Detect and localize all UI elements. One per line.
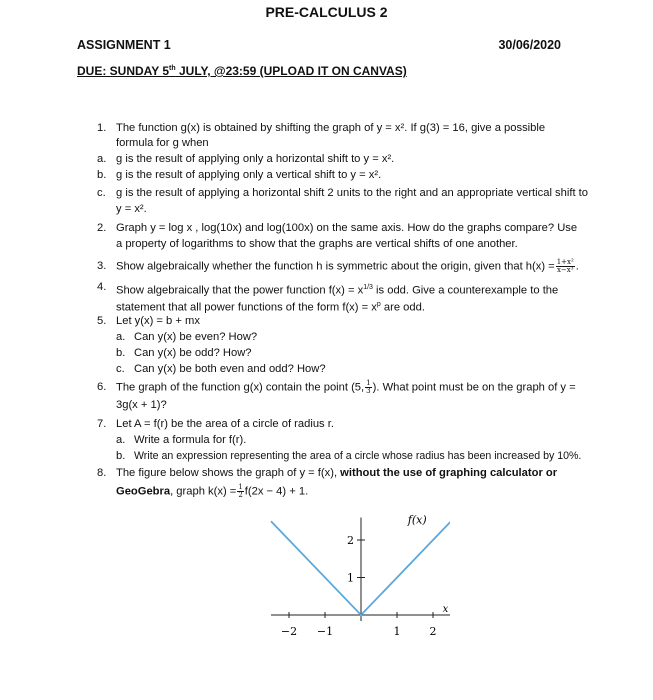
q3-fraction (556, 259, 575, 274)
q2-text-line1: Graph y = log x , log(10x) and log(100x) on the same axis. How do the graphs compare? Use (116, 222, 578, 234)
q4-text-a: Show algebraically that the power function f(x) = x (116, 284, 364, 297)
q2-text-line2: a property of logarithms to show that the graphs are vertical shifts of one another. (116, 238, 518, 250)
q8-text-line1 (116, 466, 557, 482)
q7a-text: Write a formula for f(r). (134, 434, 247, 446)
q1a-label: a. (97, 153, 107, 165)
q4-exponent: 1/3 (363, 284, 373, 291)
x-axis-label: x (442, 604, 449, 615)
q6-text-line2: 3g(x + 1)? (116, 399, 167, 411)
assignment-label: ASSIGNMENT 1 (77, 38, 171, 52)
q7b-text: Write an expression representing the area of a circle whose radius has been increased by 10%. (134, 450, 582, 462)
q1-number: 1. (97, 122, 107, 134)
q5-text: Let y(x) = b + mx (116, 315, 200, 327)
q3-text (116, 259, 579, 275)
q1-text-line1: The function g(x) is obtained by shifting the graph of y = x². If g(3) = 16, give a possible (116, 122, 546, 134)
q6-text-a2: ). What point must be on the graph of y = (372, 381, 576, 394)
q1a-text: g is the result of applying only a horizontal shift to y = x². (116, 153, 395, 165)
x-ticks (281, 612, 437, 638)
q3-number: 3. (97, 260, 107, 272)
q6-frac-num: 1 (366, 379, 371, 387)
q2-number: 2. (97, 222, 107, 234)
q5a-label: a. (116, 331, 126, 343)
x-tick-label: 2 (429, 625, 437, 638)
q8-fraction (237, 484, 243, 499)
page-title: PRE-CALCULUS 2 (265, 4, 388, 20)
due-prefix: DUE: SUNDAY 5 (77, 64, 170, 78)
q8-text-line2 (116, 484, 308, 500)
q8-text-a1: The figure below shows the graph of y = f(x), (116, 467, 341, 479)
due-suffix: JULY, @23:59 (UPLOAD IT ON CANVAS) (175, 64, 407, 78)
x-tick-label: 1 (393, 625, 401, 638)
q5b-text: Can y(x) be odd? How? (134, 347, 252, 359)
q5c-text: Can y(x) be both even and odd? How? (134, 363, 326, 375)
y-ticks (347, 534, 365, 585)
q3-frac-num: 1+x² (556, 258, 574, 266)
q8-text-b1: , graph k(x) = (170, 485, 237, 498)
q5c-label: c. (116, 363, 125, 375)
q8-text-a-bold: without the use of graphing calculator or (340, 467, 558, 479)
q7a-label: a. (116, 434, 126, 446)
q7-text: Let A = f(r) be the area of a circle of radius r. (116, 418, 334, 430)
q1b-text: g is the result of applying only a vertical shift to y = x². (116, 169, 382, 181)
q8-text-b2: f(2x − 4) + 1. (244, 485, 309, 498)
q6-fraction (365, 380, 371, 395)
q3-text-main: Show algebraically whether the function h is symmetric about the origin, given that h(x) = (116, 260, 555, 273)
q8-text-b-bold: GeoGebra (116, 485, 171, 498)
q1c-label: c. (97, 187, 106, 199)
q1c-text-line2: y = x². (116, 203, 147, 215)
due-date-line (77, 64, 407, 78)
graph-fx (230, 512, 450, 652)
q3-end: . (575, 260, 579, 273)
q1b-label: b. (97, 169, 107, 181)
q5a-text: Can y(x) be even? How? (134, 331, 258, 343)
q7b-label: b. (116, 450, 126, 462)
q4-exponent-p: p (376, 301, 381, 308)
q1-text-line2: formula for g when (116, 137, 209, 149)
q8-frac-num: 1 (238, 483, 243, 491)
y-tick-label: 1 (347, 571, 354, 585)
y-tick-label: 2 (347, 534, 354, 547)
assignment-date: 30/06/2020 (498, 38, 561, 52)
due-sup: th (169, 65, 176, 72)
x-tick-label: −1 (316, 625, 334, 638)
q4-text-b2: are odd. (380, 301, 425, 314)
q6-text-line1 (116, 380, 576, 396)
curve-label: f(x) (407, 513, 427, 527)
x-tick-label: −2 (280, 625, 298, 638)
q5-number: 5. (97, 315, 107, 327)
q1c-text-line1: g is the result of applying a horizontal shift 2 units to the right and an appropriate vertical shift to (116, 187, 589, 199)
q3-frac-den: x−x³ (556, 266, 574, 274)
q7-number: 7. (97, 418, 107, 430)
q8-number: 8. (97, 467, 107, 479)
q4-number: 4. (97, 281, 107, 293)
q6-frac-den: 3 (366, 387, 371, 395)
q5b-label: b. (116, 347, 126, 359)
q6-text-a1: The graph of the function g(x) contain the point (5, (116, 381, 365, 394)
q4-text-a2: is odd. Give a counterexample to the (372, 284, 559, 297)
q8-frac-den: 2 (238, 491, 243, 499)
q6-number: 6. (97, 381, 107, 393)
q4-text-b: statement that all power functions of the form f(x) = x (116, 301, 377, 314)
